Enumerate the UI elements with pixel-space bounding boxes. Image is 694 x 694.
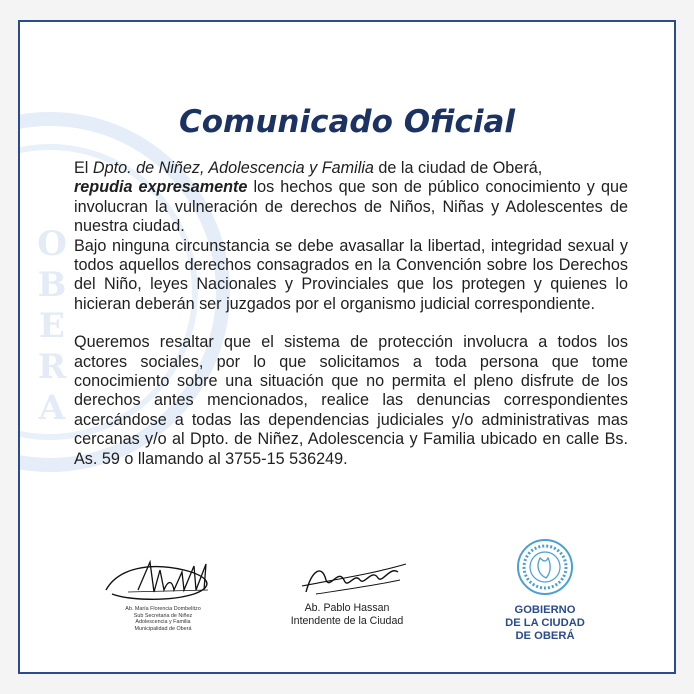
watermark-letter: E [39, 306, 65, 346]
logo-line-2: DE LA CIUDAD [505, 617, 585, 629]
signature-2-role: Intendente de la Ciudad [290, 615, 404, 627]
watermark-letters [32, 224, 72, 429]
repudia-emphasis: repudia expresamente [74, 178, 248, 197]
watermark-letter: B [37, 265, 67, 305]
signature-1-org: Municipalidad de Oberá [134, 625, 192, 632]
signature-2-name: Ab. Pablo Hassan [304, 602, 390, 614]
paragraph-2: Bajo ninguna circunstancia se debe avasallar la libertad, integridad sexual y todos aquellos derechos consagrados en la Convención sobre los Derechos del Niño, leyes Nacionales y Provinciales que los protegen y quienes lo hicieran deberán ser juzgados por el organismo judicial correspondiente. [74, 236, 628, 313]
paragraph-3: Queremos resaltar que el sistema de protección involucra a todos los actores sociales, por lo que solicitamos a toda persona que tome conocimiento sobre una situación que no permita el pleno disfrute de los derechos antes mencionados, realice las denuncias correspondientes acercándose a todas las dependencias judiciales y/o administrativas mas cercanas y/o al Dpto. de Niñez, Adolescencia y Familia ubicado en calle Bs. As. 59 o llamando al 3755-15 536249. [74, 333, 628, 468]
communique-body [74, 159, 628, 469]
paragraph-1 [74, 159, 628, 237]
municipal-logo [490, 538, 600, 643]
signature-1-role-2: Adolescencia y Familia [135, 619, 191, 626]
paragraph-1-city: de la ciudad de Oberá, [373, 159, 543, 177]
signature-1-name: Ab. María Florencia Dombelitzo [125, 606, 201, 612]
logo-line-1: GOBIERNO [514, 604, 576, 616]
watermark-letter: A [38, 388, 66, 428]
paragraph-1-rest: los hechos que son de público conocimiento y que involucran la vulneración de derechos de Niños, Niñas y Adolescentes de nuestra ciudad. [74, 178, 628, 236]
logo-line-3: DE OBERÁ [515, 630, 575, 642]
signature-2-caption [282, 602, 412, 628]
signature-block-2 [282, 550, 412, 628]
signature-1-scribble [98, 550, 228, 606]
logo-text [490, 604, 600, 643]
obera-seal-icon [516, 538, 574, 596]
signature-1-role: Sub Secretaria de Niñez [133, 612, 193, 619]
page-title: Comunicado Oficial [179, 104, 515, 140]
signature-1-caption [98, 606, 228, 632]
watermark-letter: O [37, 224, 67, 264]
dept-name: Dpto. de Niñez, Adolescencia y Familia [92, 159, 374, 177]
watermark-letter: R [37, 347, 67, 387]
signature-block-1 [98, 550, 228, 632]
communique-card [18, 20, 676, 674]
paragraph-1-intro: El [74, 159, 93, 177]
signature-2-scribble [282, 550, 412, 602]
